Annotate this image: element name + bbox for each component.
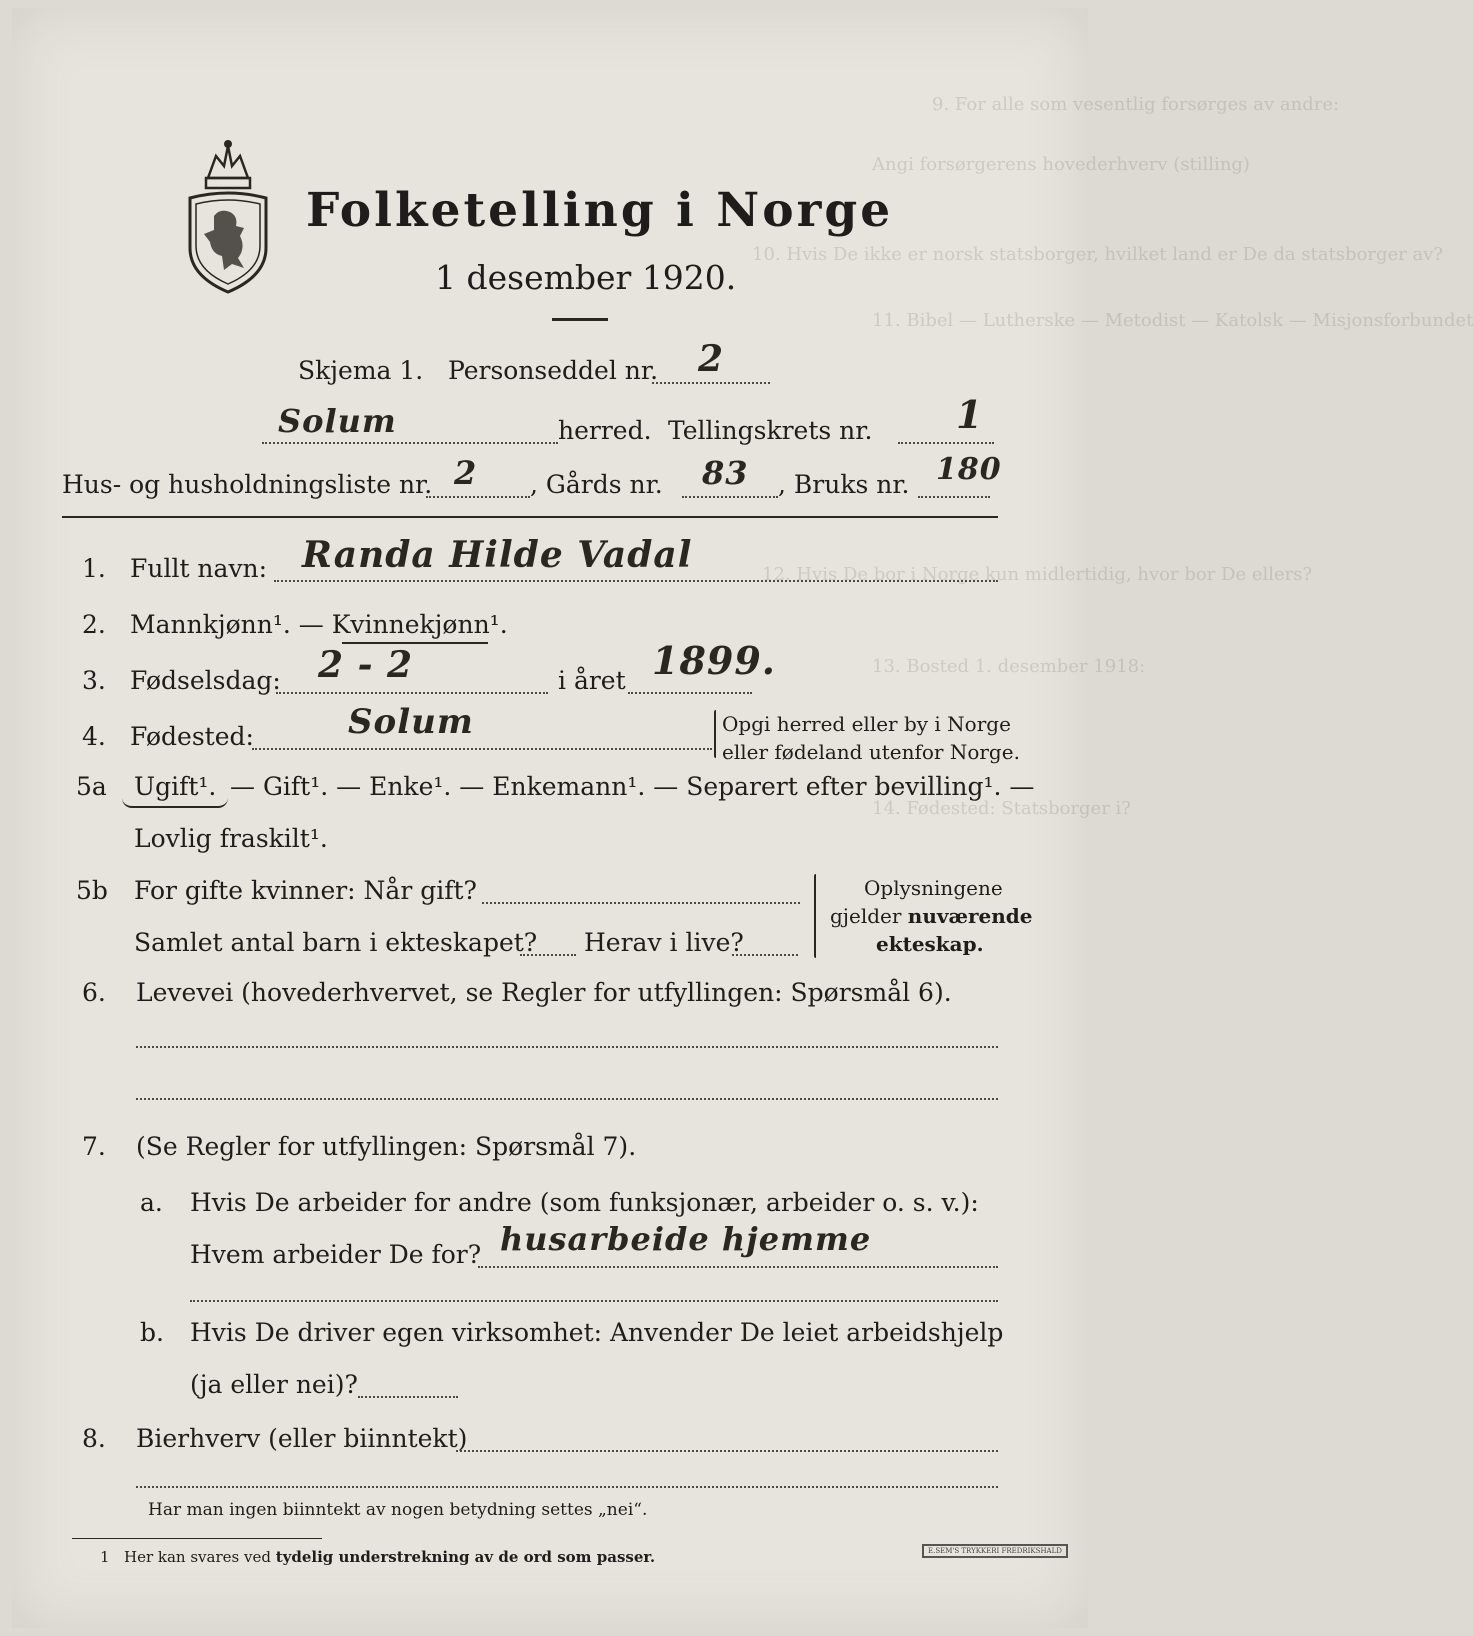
q7-label: (Se Regler for utfyllingen: Spørsmål 7). bbox=[136, 1132, 637, 1161]
q5b-note-line-2 bbox=[830, 904, 1033, 928]
q5b-note-brace bbox=[814, 874, 816, 958]
q5a-number: 5a bbox=[76, 772, 107, 801]
q3-year-value[interactable]: 1899. bbox=[652, 638, 776, 683]
q5b-number: 5b bbox=[76, 876, 108, 905]
q7a-line-2 bbox=[190, 1300, 998, 1302]
q6-label: Levevei (hovederhvervet, se Regler for utfyllingen: Spørsmål 6). bbox=[136, 978, 952, 1007]
q7a-label-2: Hvem arbeider De for? bbox=[190, 1240, 482, 1269]
q7a-label-1: Hvis De arbeider for andre (som funksjonær, arbeider o. s. v.): bbox=[190, 1188, 979, 1217]
q5a-underline-mark bbox=[122, 798, 228, 808]
q8-number: 8. bbox=[82, 1424, 106, 1453]
q2-gender-options[interactable]: Mannkjønn¹. — Kvinnekjønn¹. bbox=[130, 610, 508, 639]
q4-label: Fødested: bbox=[130, 722, 254, 751]
bruks-label: , Bruks nr. bbox=[778, 470, 910, 499]
q7b-line bbox=[358, 1396, 458, 1398]
q5a-ugift-option[interactable]: Ugift¹. bbox=[134, 772, 217, 801]
q4-note-line-1: Opgi herred eller by i Norge bbox=[722, 712, 1011, 736]
header-rule bbox=[62, 516, 998, 518]
q7a-number: a. bbox=[140, 1188, 163, 1217]
tellingskrets-value[interactable]: 1 bbox=[956, 392, 984, 437]
footnote-mark: 1 bbox=[100, 1548, 110, 1566]
q3-number: 3. bbox=[82, 666, 106, 695]
q8-label: Bierhverv (eller biinntekt) bbox=[136, 1424, 468, 1453]
herred-line bbox=[262, 442, 558, 444]
q3-year-label: i året bbox=[558, 666, 626, 695]
bleed-text: 11. Bibel — Lutherske — Metodist — Katolsk — Misjonsforbundet bbox=[872, 310, 1473, 331]
q3-day-line bbox=[276, 692, 548, 694]
q5a-fraskilt-option[interactable]: Lovlig fraskilt¹. bbox=[134, 824, 328, 853]
q1-label: Fullt navn: bbox=[130, 554, 268, 583]
gards-line bbox=[682, 496, 778, 498]
q7b-number: b. bbox=[140, 1318, 164, 1347]
tellingskrets-label: Tellingskrets nr. bbox=[668, 416, 873, 445]
personseddel-line bbox=[652, 382, 770, 384]
q7-number: 7. bbox=[82, 1132, 106, 1161]
q5a-other-options[interactable]: — Gift¹. — Enke¹. — Enkemann¹. — Separert efter bevilling¹. — bbox=[230, 772, 1035, 801]
form-title: Folketelling i Norge bbox=[306, 183, 894, 238]
q6-line-2 bbox=[136, 1098, 998, 1100]
bleed-text: 12. Hvis De bor i Norge kun midlertidig, hvor bor De ellers? bbox=[762, 564, 1313, 585]
q8-line-1 bbox=[456, 1450, 998, 1452]
q4-line bbox=[252, 748, 712, 750]
q8-line-2 bbox=[136, 1486, 998, 1488]
q2-number: 2. bbox=[82, 610, 106, 639]
q5b-note-line-2a: gjelder bbox=[830, 904, 908, 928]
census-form-sheet bbox=[12, 8, 1473, 1628]
q3-year-line bbox=[628, 692, 752, 694]
q5b-note-line-2b: nuværende bbox=[907, 904, 1033, 928]
q5b-married-label: For gifte kvinner: Når gift? bbox=[134, 876, 477, 905]
husliste-line bbox=[426, 496, 530, 498]
gards-value[interactable]: 83 bbox=[702, 454, 749, 492]
q6-number: 6. bbox=[82, 978, 106, 1007]
husliste-value[interactable]: 2 bbox=[454, 454, 478, 492]
q4-note-brace bbox=[714, 710, 716, 758]
printer-stamp: E.SEM'S TRYKKERI FREDRIKSHALD bbox=[922, 1544, 1068, 1558]
herred-label: herred. bbox=[558, 416, 652, 445]
q7b-label-2: (ja eller nei)? bbox=[190, 1370, 358, 1399]
q8-note: Har man ingen biinntekt av nogen betydning settes „nei“. bbox=[148, 1500, 648, 1520]
q1-line bbox=[274, 580, 998, 582]
q5b-alive-line bbox=[732, 954, 798, 956]
herred-value[interactable]: Solum bbox=[278, 402, 397, 440]
q5b-alive-label: Herav i live? bbox=[584, 928, 744, 957]
bleed-text: 9. For alle som vesentlig forsørges av andre: bbox=[932, 94, 1340, 115]
q4-birthplace-value[interactable]: Solum bbox=[348, 702, 474, 742]
bleed-text: Angi forsørgerens hovederhverv (stilling) bbox=[872, 154, 1250, 175]
tellingskrets-line bbox=[898, 442, 994, 444]
q1-full-name-value[interactable]: Randa Hilde Vadal bbox=[302, 534, 693, 576]
q7a-employer-value[interactable]: husarbeide hjemme bbox=[500, 1220, 872, 1258]
footnote-rule bbox=[72, 1538, 322, 1539]
bruks-line bbox=[918, 496, 990, 498]
schema-label: Skjema 1. bbox=[298, 356, 424, 385]
footnote-text-b: tydelig understrekning av de ord som passer. bbox=[275, 1548, 656, 1566]
q3-day-value[interactable]: 2 - 2 bbox=[318, 644, 414, 686]
q7b-label-1: Hvis De driver egen virksomhet: Anvender De leiet arbeidshjelp bbox=[190, 1318, 1004, 1347]
husliste-label: Hus- og husholdningsliste nr. bbox=[62, 470, 433, 499]
q7a-line-1 bbox=[478, 1266, 998, 1268]
bleed-text: 10. Hvis De ikke er norsk statsborger, hvilket land er De da statsborger av? bbox=[752, 244, 1444, 265]
q1-number: 1. bbox=[82, 554, 106, 583]
q5b-note-line-1: Oplysningene bbox=[864, 876, 1003, 900]
form-date: 1 desember 1920. bbox=[435, 258, 737, 297]
q5b-children-label: Samlet antal barn i ekteskapet? bbox=[134, 928, 538, 957]
bleed-text: 13. Bosted 1. desember 1918: bbox=[872, 656, 1146, 677]
personseddel-value[interactable]: 2 bbox=[698, 338, 725, 380]
q6-line-1 bbox=[136, 1046, 998, 1048]
bruks-value[interactable]: 180 bbox=[936, 452, 1002, 487]
coat-of-arms-icon bbox=[180, 136, 276, 300]
personseddel-label: Personseddel nr. bbox=[448, 356, 659, 385]
bleed-text: 14. Fødested: Statsborger i? bbox=[872, 798, 1131, 819]
title-divider bbox=[552, 318, 608, 321]
footnote-text bbox=[124, 1548, 655, 1566]
gards-label: , Gårds nr. bbox=[530, 470, 663, 499]
q5b-children-line bbox=[520, 954, 576, 956]
q3-label: Fødselsdag: bbox=[130, 666, 281, 695]
q4-number: 4. bbox=[82, 722, 106, 751]
q4-note-line-2: eller fødeland utenfor Norge. bbox=[722, 740, 1020, 764]
footnote-text-a: Her kan svares ved bbox=[124, 1548, 276, 1566]
q5b-note-line-3: ekteskap. bbox=[876, 932, 984, 956]
q5b-married-line bbox=[482, 902, 800, 904]
